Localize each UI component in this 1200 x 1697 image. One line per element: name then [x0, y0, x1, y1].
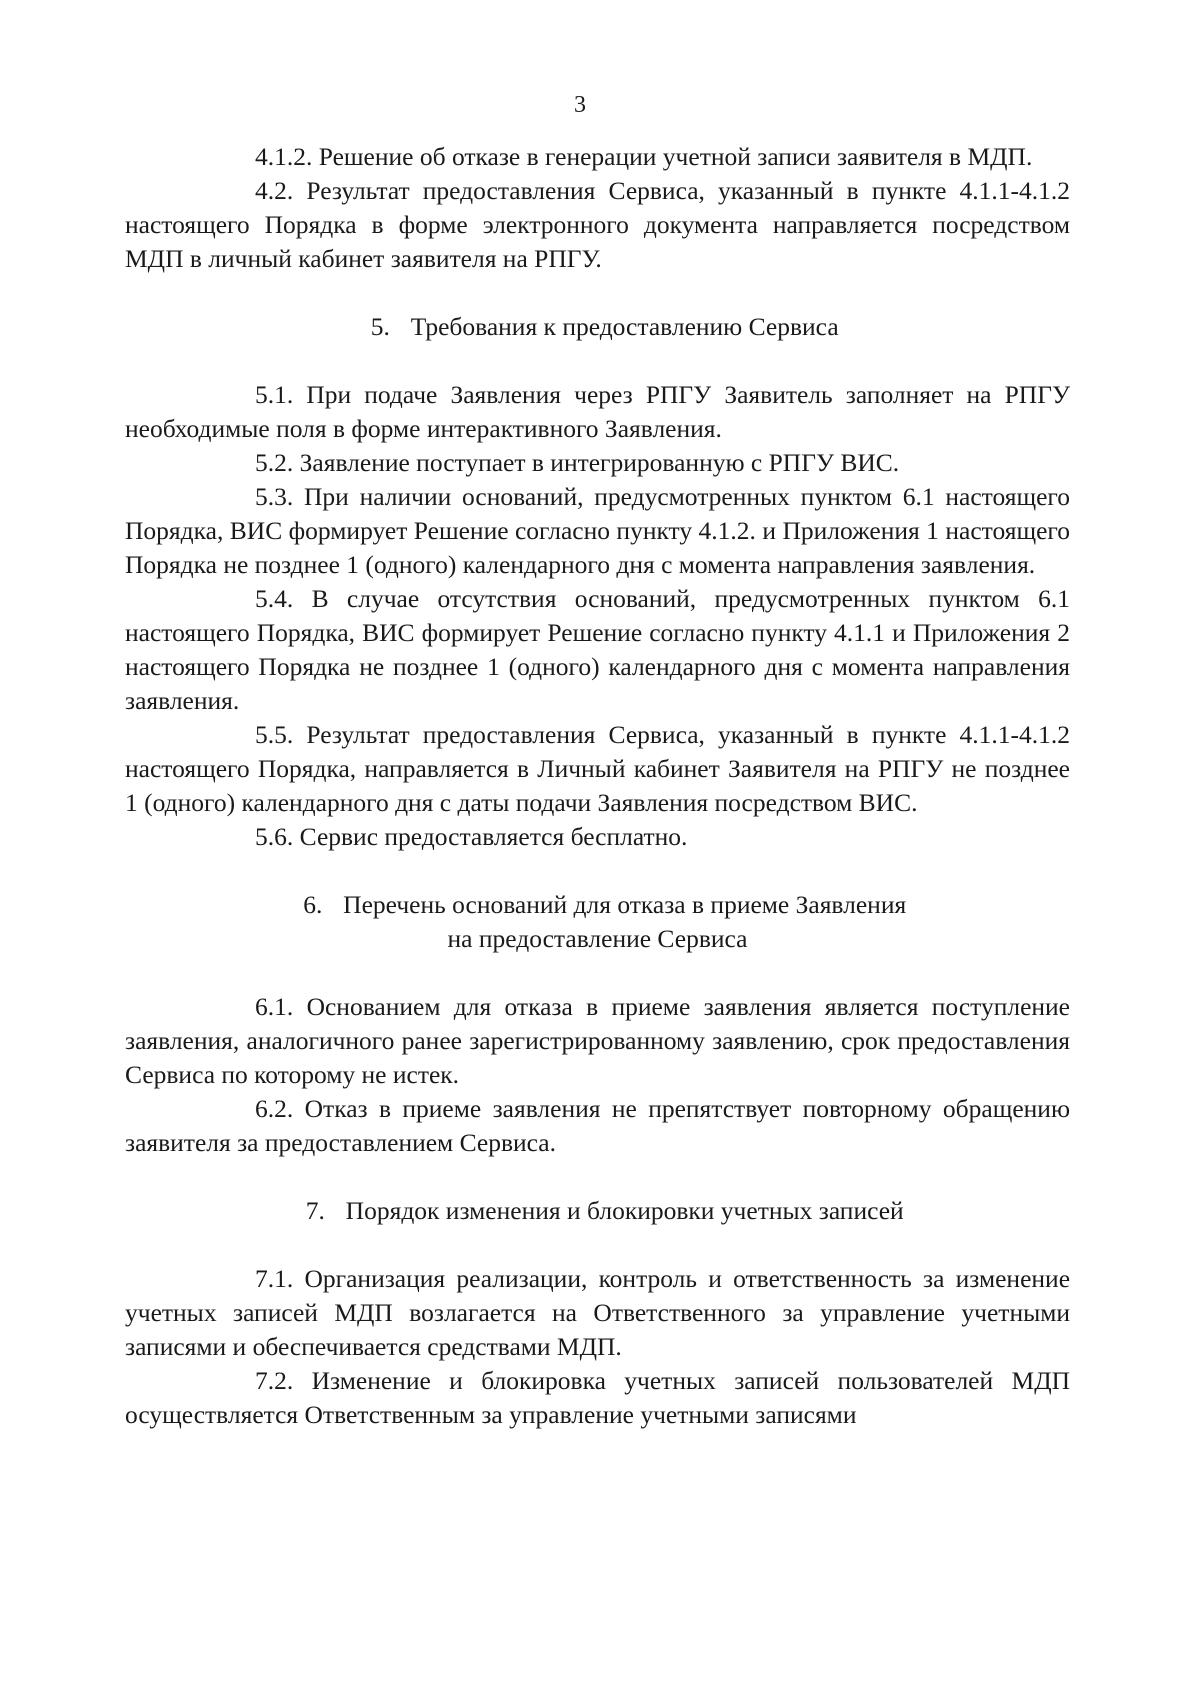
- paragraph-text: Сервис предоставляется бесплатно.: [299, 822, 688, 851]
- paragraph-text: В случае отсутствия оснований, предусмотренных пунктом 6.1 настоящего Порядка, ВИС формирует Решение согласно пункту 4.1.1 и Приложения 2 настоящего Порядка не позднее 1 (одного) календарного дня с момента направления заявления.: [125, 584, 1071, 715]
- page-number: 3: [574, 92, 586, 118]
- paragraph-number: 5.6.: [255, 822, 294, 851]
- paragraph-text: При подаче Заявления через РПГУ Заявитель заполняет на РПГУ необходимые поля в форме интерактивного Заявления.: [125, 380, 1070, 443]
- paragraph-text: Основанием для отказа в приеме заявления является поступление заявления, аналогичного ранее зарегистрированному заявлению, срок предоставления Сервиса по которому не истек.: [125, 992, 1070, 1089]
- paragraph-number: 4.1.2.: [255, 142, 313, 171]
- paragraph-number: 6.1.: [255, 992, 294, 1021]
- paragraph-text: Решение об отказе в генерации учетной записи заявителя в МДП.: [318, 142, 1033, 171]
- section-number: 7.: [305, 1196, 325, 1225]
- section-7-heading: [125, 1194, 1070, 1228]
- paragraph-number: 5.4.: [255, 584, 294, 613]
- paragraph-text: Отказ в приеме заявления не препятствует повторному обращению заявителя за предоставлением Сервиса.: [125, 1094, 1071, 1157]
- section-number: 5.: [370, 312, 390, 341]
- paragraph-text: Результат предоставления Сервиса, указанный в пункте 4.1.1-4.1.2 настоящего Порядка в форме электронного документа направляется посредством МДП в личный кабинет заявителя на РПГУ.: [125, 176, 1070, 273]
- paragraph-6-2: [125, 1092, 1070, 1160]
- paragraph-7-2: [125, 1364, 1070, 1432]
- paragraph-5-5: [125, 718, 1070, 820]
- paragraph-4-2: [125, 174, 1070, 276]
- document-body: [125, 140, 1070, 1432]
- section-number: 6.: [303, 890, 323, 919]
- section-6-heading: [125, 888, 1070, 956]
- paragraph-number: 5.2.: [255, 448, 294, 477]
- paragraph-7-1: [125, 1262, 1070, 1364]
- paragraph-4-1-2: [125, 140, 1070, 174]
- paragraph-5-6: [125, 820, 1070, 854]
- paragraph-number: 7.2.: [255, 1366, 294, 1395]
- paragraph-text: Заявление поступает в интегрированную с РПГУ ВИС.: [299, 448, 900, 477]
- paragraph-5-1: [125, 378, 1070, 446]
- paragraph-5-2: [125, 446, 1070, 480]
- paragraph-number: 5.1.: [255, 380, 294, 409]
- paragraph-number: 7.1.: [255, 1264, 294, 1293]
- section-title: Порядок изменения и блокировки учетных записей: [345, 1196, 904, 1225]
- paragraph-5-3: [125, 480, 1070, 582]
- paragraph-number: 5.5.: [255, 720, 294, 749]
- paragraph-text: Изменение и блокировка учетных записей пользователей МДП осуществляется Ответственным за управление учетными записями: [125, 1366, 1071, 1429]
- section-title-line-1: Перечень оснований для отказа в приеме Заявления: [343, 890, 907, 919]
- section-title: Требования к предоставлению Сервиса: [410, 312, 839, 341]
- paragraph-number: 4.2.: [255, 176, 294, 205]
- paragraph-number: 6.2.: [255, 1094, 294, 1123]
- paragraph-number: 5.3.: [255, 482, 294, 511]
- paragraph-text: При наличии оснований, предусмотренных пунктом 6.1 настоящего Порядка, ВИС формирует Решение согласно пункту 4.1.2. и Приложения 1 настоящего Порядка не позднее 1 (одного) календарного дня с момента направления заявления.: [125, 482, 1070, 579]
- paragraph-5-4: [125, 582, 1070, 718]
- section-5-heading: [125, 310, 1070, 344]
- paragraph-text: Организация реализации, контроль и ответственность за изменение учетных записей МДП возлагается на Ответственного за управление учетными записями и обеспечивается средствами МДП.: [125, 1264, 1071, 1361]
- paragraph-text: Результат предоставления Сервиса, указанный в пункте 4.1.1-4.1.2 настоящего Порядка, направляется в Личный кабинет Заявителя на РПГУ не позднее 1 (одного) календарного дня с даты подачи Заявления посредством ВИС.: [125, 720, 1070, 817]
- paragraph-6-1: [125, 990, 1070, 1092]
- section-title-line-2: на предоставление Сервиса: [447, 924, 748, 953]
